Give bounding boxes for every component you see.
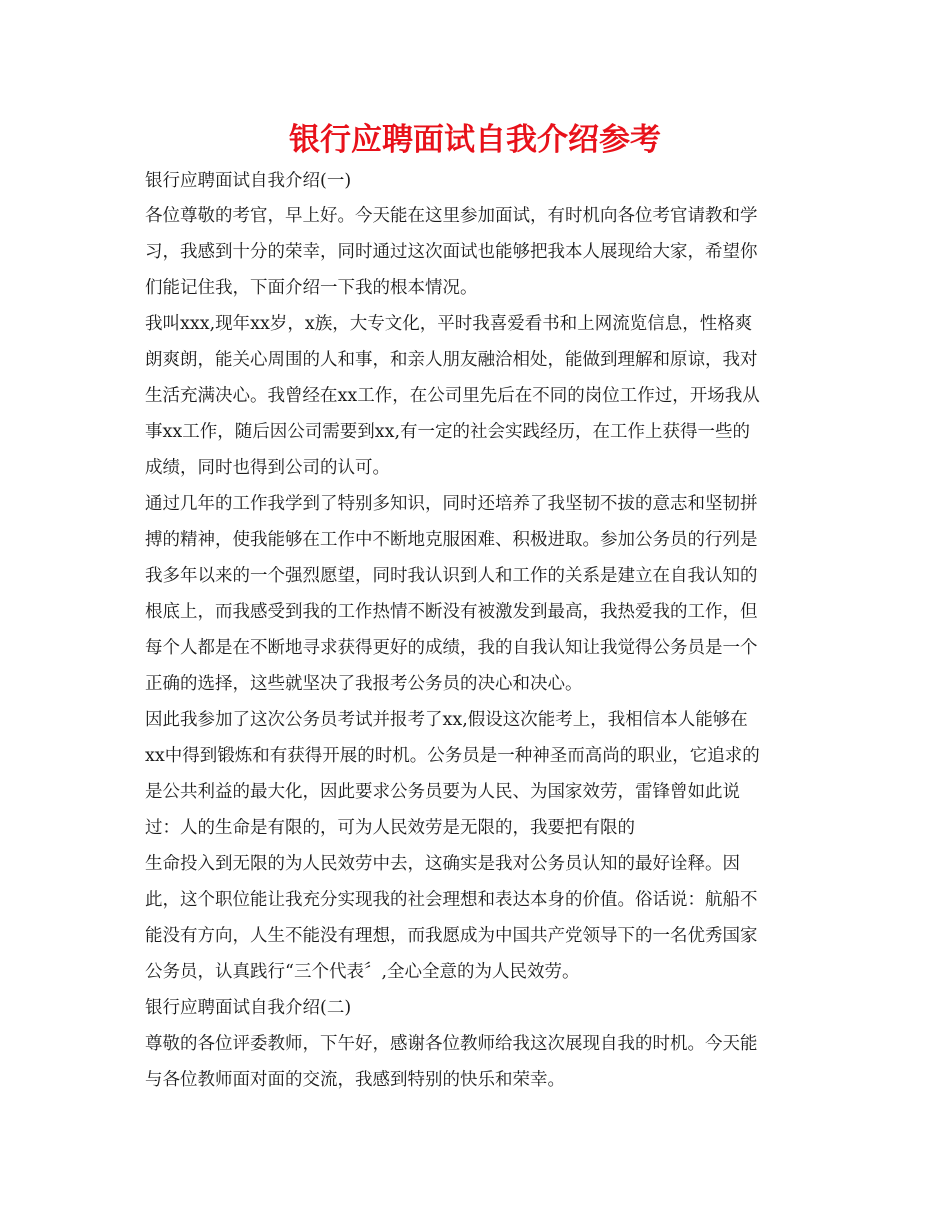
text-line: 搏的精神，使我能够在工作中不断地克服困难、积极进取。参加公务员的行列是: [145, 530, 758, 550]
text-line: 根底上，而我感受到我的工作热情不断没有被激发到最高，我热爱我的工作，但: [145, 602, 758, 622]
text-line: 事xx工作，随后因公司需要到xx,有一定的社会实践经历，在工作上获得一些的: [145, 422, 751, 442]
text-line: 朗爽朗，能关心周围的人和事，和亲人朋友融洽相处，能做到理解和原谅，我对: [145, 350, 758, 370]
text-line: 正确的选择，这些就坚决了我报考公务员的决心和决心。: [145, 674, 583, 694]
text-line: 是公共利益的最大化，因此要求公务员要为人民、为国家效劳，雷锋曾如此说: [145, 782, 740, 802]
text-line: 每个人都是在不断地寻求获得更好的成绩，我的自我认知让我觉得公务员是一个: [145, 638, 758, 658]
text-line: 成绩，同时也得到公司的认可。: [145, 458, 390, 478]
text-line: 我叫xxx,现年xx岁，x族，大专文化，平时我喜爱看书和上网流览信息，性格爽: [145, 314, 753, 334]
text-line: 我多年以来的一个强烈愿望，同时我认识到人和工作的关系是建立在自我认知的: [145, 566, 758, 586]
text-line: 能没有方向，人生不能没有理想，而我愿成为中国共产党领导下的一名优秀国家: [145, 926, 758, 946]
text-line: 尊敬的各位评委教师，下午好，感谢各位教师给我这次展现自我的时机。今天能: [145, 1034, 758, 1054]
text-line: 通过几年的工作我学到了特别多知识，同时还培养了我坚韧不拔的意志和坚韧拼: [145, 494, 758, 514]
text-line: 各位尊敬的考官，早上好。今天能在这里参加面试，有时机向各位考官请教和学: [145, 206, 758, 226]
text-line: 因此我参加了这次公务员考试并报考了xx,假设这次能考上，我相信本人能够在: [145, 710, 748, 730]
section-heading-1: 银行应聘面试自我介绍(一): [145, 171, 352, 191]
text-line: 公务员，认真践行“三个代表〞,全心全意的为人民效劳。: [145, 962, 580, 982]
text-line: 过：人的生命是有限的，可为人民效劳是无限的，我要把有限的: [145, 818, 635, 838]
text-line: 们能记住我，下面介绍一下我的根本情况。: [145, 278, 478, 298]
document-title: 银行应聘面试自我介绍参考: [289, 122, 661, 158]
text-line: 习，我感到十分的荣幸，同时通过这次面试也能够把我本人展现给大家，希望你: [145, 242, 758, 262]
section-heading-2: 银行应聘面试自我介绍(二): [145, 998, 352, 1018]
text-line: 生活充满决心。我曾经在xx工作，在公司里先后在不同的岗位工作过，开场我从: [145, 386, 760, 406]
text-line: 生命投入到无限的为人民效劳中去，这确实是我对公务员认知的最好诠释。因: [145, 854, 740, 874]
text-line: xx中得到锻炼和有获得开展的时机。公务员是一种神圣而高尚的职业，它追求的: [145, 746, 760, 766]
text-line: 此，这个职位能让我充分实现我的社会理想和表达本身的价值。俗话说：航船不: [145, 890, 758, 910]
text-line: 与各位教师面对面的交流，我感到特别的快乐和荣幸。: [145, 1070, 565, 1090]
